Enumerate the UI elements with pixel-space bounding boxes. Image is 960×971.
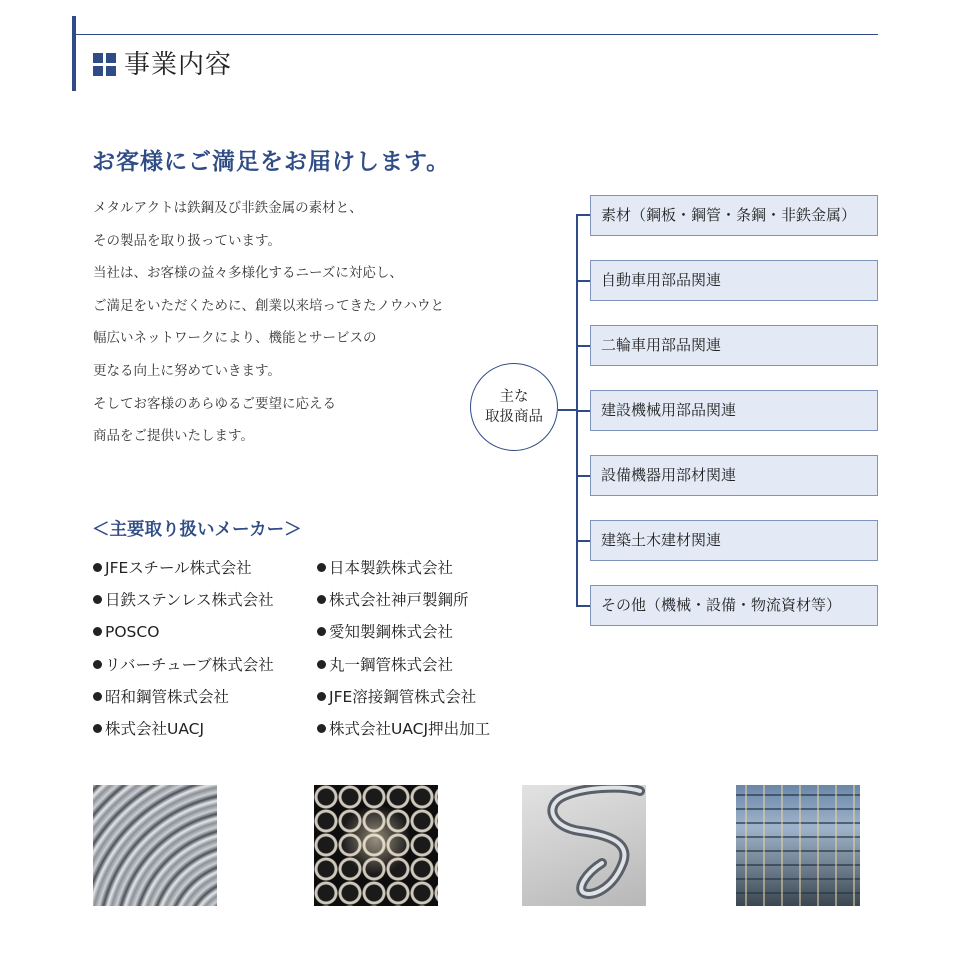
maker-item [93, 620, 274, 652]
section-title: 事業内容 [124, 50, 233, 80]
product-category-box: 建設機械用部品関連 [590, 390, 878, 431]
maker-name: 株式会社UACJ押出加工 [329, 719, 491, 738]
headline: お客様にご満足をお届けします。 [92, 149, 451, 175]
maker-item [93, 556, 274, 588]
maker-item [93, 653, 274, 685]
bullet-icon [317, 627, 326, 636]
maker-item [317, 653, 490, 685]
diagram-branch [576, 214, 591, 216]
header-accent-bar [72, 16, 76, 91]
intro-line: 更なる向上に努めていきます。 [93, 362, 281, 379]
maker-item [317, 556, 490, 588]
diagram-hub-connector [558, 409, 577, 411]
products-hub-circle [470, 363, 558, 451]
product-category-box: 二輪車用部品関連 [590, 325, 878, 366]
steel-pipes-photo [314, 785, 438, 906]
intro-line: 幅広いネットワークにより、機能とサービスの [93, 330, 377, 347]
intro-paragraph [93, 195, 513, 456]
intro-line: ご満足をいただくために、創業以来培ってきたノウハウと [93, 297, 444, 314]
product-category-box: 建築土木建材関連 [590, 520, 878, 561]
diagram-branch [576, 280, 591, 282]
bullet-icon [317, 724, 326, 733]
product-category-box: その他（機械・設備・物流資材等） [590, 585, 878, 626]
diagram-branch [576, 410, 591, 412]
header-rule [76, 34, 878, 35]
grid-squares-icon [93, 53, 117, 75]
maker-name: JFEスチール株式会社 [105, 559, 252, 577]
bullet-icon [317, 692, 326, 701]
bullet-icon [93, 595, 102, 604]
bent-wire-photo [522, 785, 646, 906]
makers-list-right [317, 556, 490, 749]
building-construction-photo [736, 785, 860, 906]
intro-line: メタルアクトは鉄鋼及び非鉄金属の素材と、 [93, 200, 363, 216]
hub-label-line: 主な [499, 389, 529, 405]
intro-line: その製品を取り扱っています。 [93, 232, 281, 249]
maker-name: 日本製鉄株式会社 [329, 559, 454, 577]
maker-item [317, 620, 490, 652]
maker-item [93, 717, 274, 749]
maker-name: リバーチューブ株式会社 [105, 655, 274, 674]
maker-item [317, 685, 490, 717]
bullet-icon [317, 595, 326, 604]
intro-line: 当社は、お客様の益々多様化するニーズに対応し、 [93, 265, 403, 282]
diagram-branch [576, 605, 591, 607]
makers-heading: ＜主要取り扱いメーカー＞ [92, 520, 302, 540]
maker-item [317, 588, 490, 620]
diagram-branch [576, 540, 591, 542]
bullet-icon [93, 563, 102, 572]
maker-name: 昭和鋼管株式会社 [105, 687, 230, 706]
bullet-icon [93, 660, 102, 669]
maker-name: 株式会社神戸製鋼所 [329, 591, 469, 610]
bullet-icon [93, 627, 102, 636]
intro-line: 商品をご提供いたします。 [93, 428, 254, 445]
hub-label-line: 取扱商品 [485, 409, 543, 425]
maker-item [93, 588, 274, 620]
intro-line: そしてお客様のあらゆるご要望に応える [93, 395, 336, 412]
maker-name: 日鉄ステンレス株式会社 [105, 591, 274, 610]
maker-name: JFE溶接鋼管株式会社 [329, 687, 477, 706]
maker-name: 愛知製鋼株式会社 [329, 623, 454, 642]
bullet-icon [317, 563, 326, 572]
bullet-icon [93, 692, 102, 701]
bullet-icon [317, 660, 326, 669]
makers-list-left [93, 556, 274, 749]
product-category-box: 素材（鋼板・鋼管・条鋼・非鉄金属） [590, 195, 878, 236]
steel-coil-photo [93, 785, 217, 906]
product-category-box: 設備機器用部材関連 [590, 455, 878, 496]
maker-item [93, 685, 274, 717]
diagram-branch [576, 475, 591, 477]
bullet-icon [93, 724, 102, 733]
maker-name: 丸一鋼管株式会社 [329, 655, 454, 674]
maker-name: POSCO [105, 623, 160, 642]
bent-wire-shape [522, 785, 646, 906]
diagram-branch [576, 345, 591, 347]
product-category-box: 自動車用部品関連 [590, 260, 878, 301]
maker-item [317, 717, 490, 749]
maker-name: 株式会社UACJ [105, 719, 205, 738]
